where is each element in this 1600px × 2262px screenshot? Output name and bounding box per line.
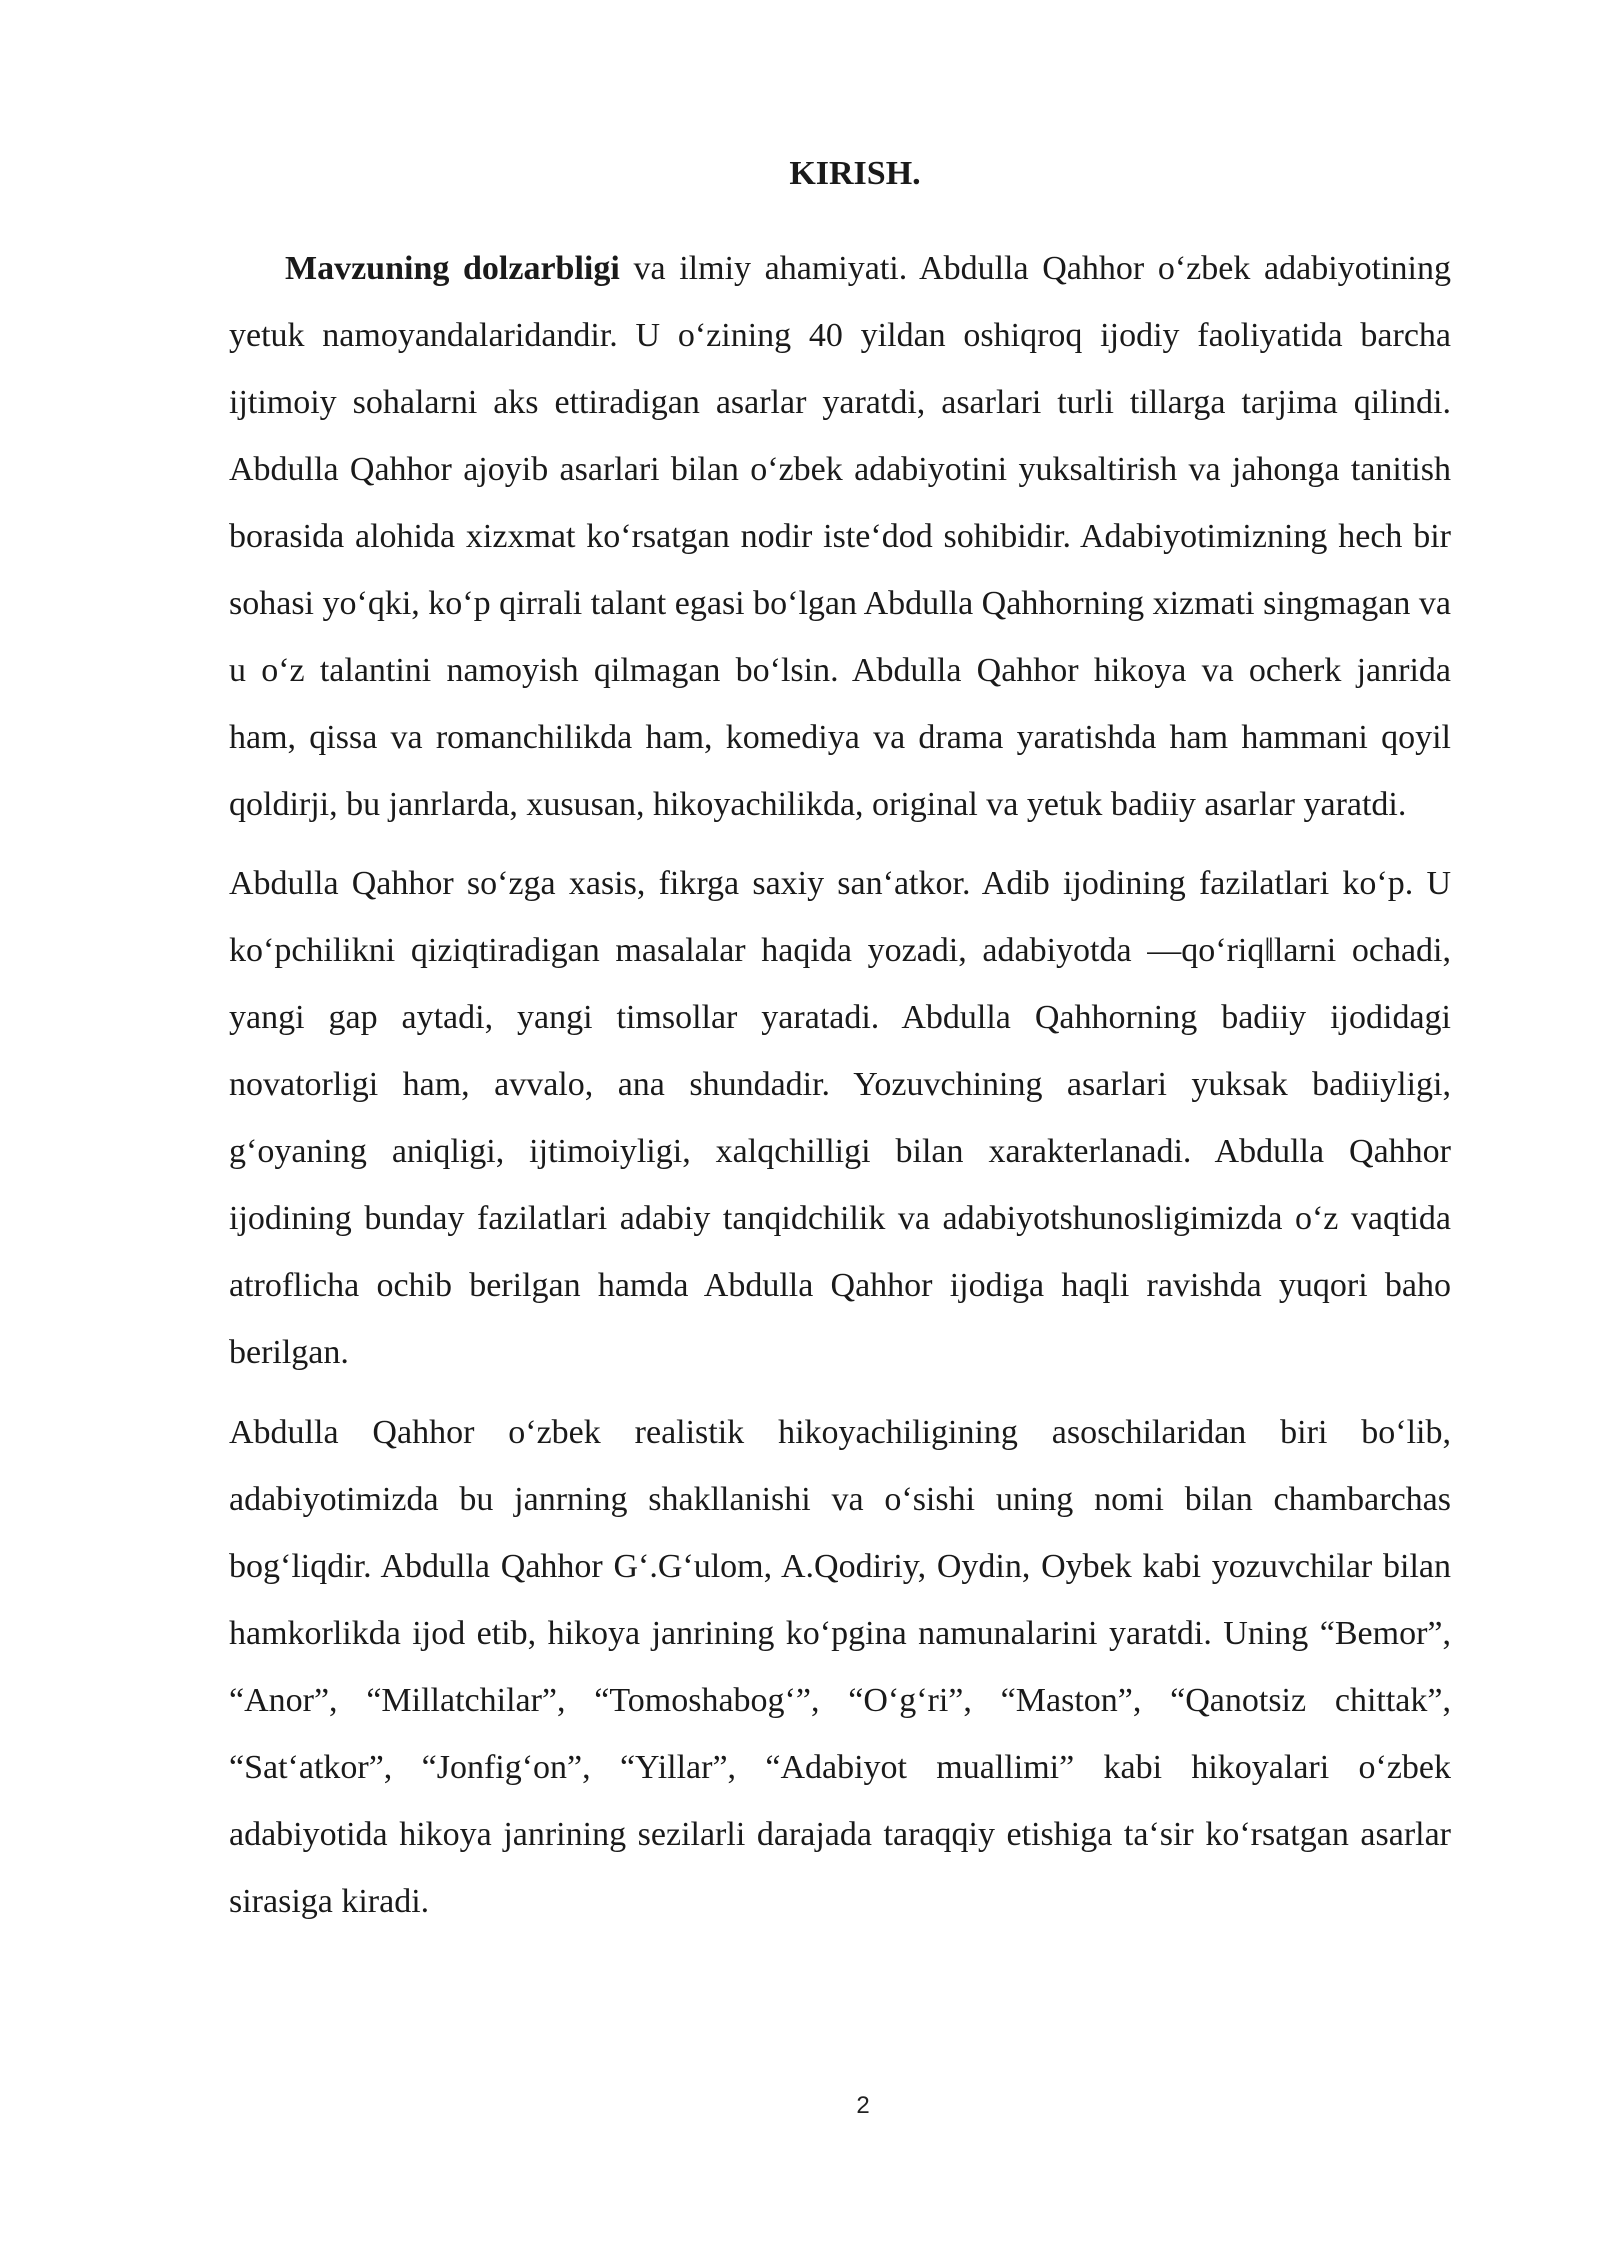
- paragraph-lead: Mavzuning dolzarbligi: [285, 250, 620, 287]
- paragraph-merits: Abdulla Qahhor so‘zga xasis, fikrga saxiy san‘atkor. Adib ijodining fazilatlari ko‘p. U ko‘pchilikni qiziqtiradigan masalalar haqida yozadi, adabiyotda ―qo‘riq‖larni ochadi, yangi gap aytadi, yangi timsollar yaratadi. Abdulla Qahhorning badiiy ijodidagi novatorligi ham, avvalo, ana shundadir. Yozuvchining asarlari yuksak badiiyligi, g‘oyaning aniqligi, ijtimoiyligi, xalqchilligi bilan xarakterlanadi. Abdulla Qahhor ijodining bunday fazilatlari adabiy tanqidchilik va adabiyotshunosligimizda o‘z vaqtida atroflicha ochib berilgan hamda Abdulla Qahhor ijodiga haqli ravishda yuqori baho berilgan.: [229, 865, 1451, 1371]
- paragraph-stories: Abdulla Qahhor o‘zbek realistik hikoyachiligining asoschilaridan biri bo‘lib, adabiyotimizda bu janrning shakllanishi va o‘sishi uning nomi bilan chambarchas bog‘liqdir. Abdulla Qahhor G‘.G‘ulom, A.Qodiriy, Oydin, Oybek kabi yozuvchilar bilan hamkorlikda ijod etib, hikoya janrining ko‘pgina namunalarini yaratdi. Uning “Bemor”, “Anor”, “Millatchilar”, “Tomoshabog‘”, “O‘g‘ri”, “Maston”, “Qanotsiz chittak”, “Sat‘atkor”, “Jonfig‘on”, “Yillar”, “Adabiyot muallimi” kabi hikoyalari o‘zbek adabiyotida hikoya janrining sezilarli darajada taraqqiy etishiga ta‘sir ko‘rsatgan asarlar sirasiga kiradi.: [229, 1414, 1451, 1920]
- section-heading: KIRISH.: [789, 155, 921, 192]
- body-text: [229, 235, 1451, 1935]
- paragraph-relevance-text: va ilmiy ahamiyati. Abdulla Qahhor o‘zbek adabiyotining yetuk namoyandalaridandir. U o‘zining 40 yildan oshiqroq ijodiy faoliyatida barcha ijtimoiy sohalarni aks ettiradigan asarlar yaratdi, asarlari turli tillarga tarjima qilindi. Abdulla Qahhor ajoyib asarlari bilan o‘zbek adabiyotini yuksaltirish va jahonga tanitish borasida alohida xizxmat ko‘rsatgan nodir iste‘dod sohibidir. Adabiyotimizning hech bir sohasi yo‘qki, ko‘p qirrali talant egasi bo‘lgan Abdulla Qahhorning xizmati singmagan va u o‘z talantini namoyish qilmagan bo‘lsin. Abdulla Qahhor hikoya va ocherk janrida ham, qissa va romanchilikda ham, komediya va drama yaratishda ham hammani qoyil qoldirji, bu janrlarda, xususan, hikoyachilikda, original va yetuk badiiy asarlar yaratdi.: [229, 250, 1451, 823]
- paragraph-relevance: [229, 235, 1451, 838]
- paragraph-spacer: [229, 838, 1451, 850]
- paragraph-spacer: [229, 1386, 1451, 1399]
- page-number: 2: [856, 2092, 870, 2119]
